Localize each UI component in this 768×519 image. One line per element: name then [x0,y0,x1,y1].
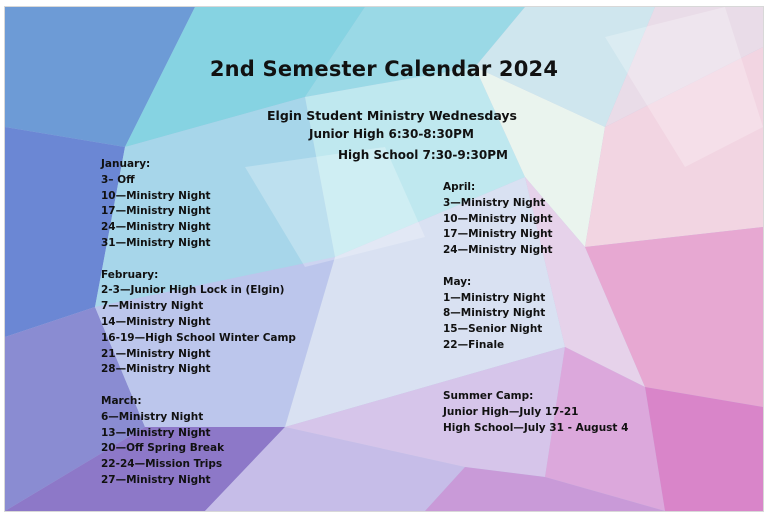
list-item: 24—Ministry Night [101,221,211,234]
list-item: Junior High—July 17-21 [443,406,579,419]
list-item: 21—Ministry Night [101,347,211,360]
month-march [101,394,296,489]
month-heading: February: [101,268,159,281]
list-item: 22-24—Mission Trips [101,458,223,471]
month-heading: March: [101,394,142,407]
list-item: 14—Ministry Night [101,315,211,328]
list-item: 15—Senior Night [443,323,543,336]
page-title: 2nd Semester Calendar 2024 [209,57,559,81]
list-item: 17—Ministry Night [101,205,211,218]
list-item: 1—Ministry Night [443,291,546,304]
calendar-flyer [4,6,764,512]
list-item: 2-3—Junior High Lock in (Elgin) [101,284,285,297]
list-item: 16-19—High School Winter Camp [101,331,296,344]
list-item: 31—Ministry Night [101,236,211,249]
month-april [443,180,628,259]
list-item: 7—Ministry Night [101,300,204,313]
month-heading: May: [443,275,472,288]
subtitle-ministry: Elgin Student Ministry Wednesdays [267,108,517,123]
list-item: 24—Ministry Night [443,244,553,257]
list-item: 13—Ministry Night [101,426,211,439]
list-item: 22—Finale [443,338,505,351]
month-heading: April: [443,181,476,193]
list-item: 20—Off Spring Break [101,442,225,455]
right-schedule-column [443,180,628,437]
left-schedule-column [101,157,296,489]
subtitle-junior-high-time: Junior High 6:30-8:30PM [309,127,474,141]
month-february [101,268,296,379]
list-item: 10—Ministry Night [443,212,553,225]
list-item: 10—Ministry Night [101,189,211,202]
list-item: 6—Ministry Night [101,410,204,423]
month-may [443,275,628,354]
list-item: 3– Off [101,173,135,186]
subtitle-high-school-time: High School 7:30-9:30PM [338,148,508,162]
month-heading: January: [101,158,151,170]
list-item: 28—Ministry Night [101,363,211,376]
section-heading: Summer Camp: [443,390,534,403]
summer-camp-section [443,389,628,436]
list-item: 27—Ministry Night [101,473,211,486]
list-item: 8—Ministry Night [443,307,546,320]
list-item: High School—July 31 - August 4 [443,421,629,434]
list-item: 17—Ministry Night [443,228,553,241]
month-january [101,157,296,252]
list-item: 3—Ministry Night [443,196,546,209]
